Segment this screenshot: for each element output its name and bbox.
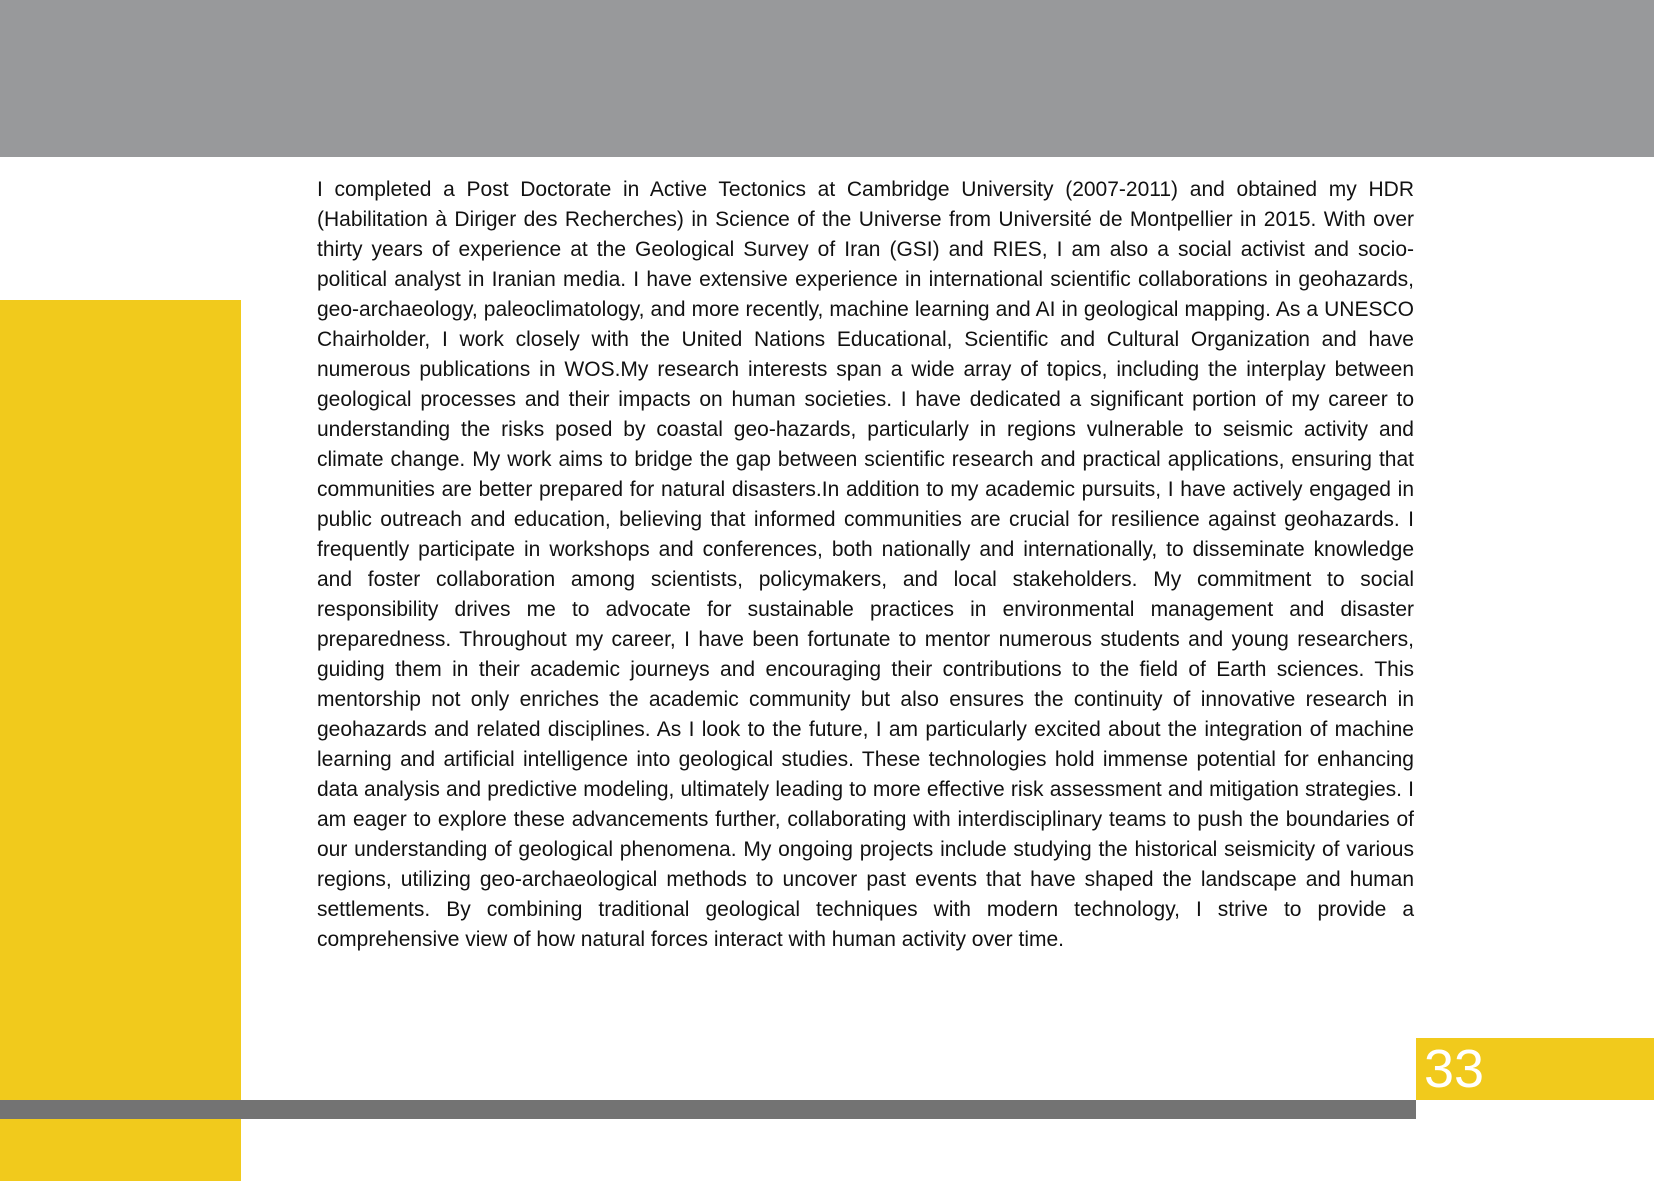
header-band [0, 0, 1654, 157]
page-number: 33 [1424, 1039, 1485, 1099]
page-number-tab [1416, 1038, 1654, 1100]
footer-rule [0, 1100, 1416, 1119]
left-accent-bar [0, 300, 241, 1181]
body-paragraph: I completed a Post Doctorate in Active Tectonics at Cambridge University (2007-2011) and obtained my HDR (Habilitation à Diriger des Recherches) in Science of the Universe from Université de Montpellier in 2015. With over thirty years of experience at the Geological Survey of Iran (GSI) and RIES, I am also a social activist and socio-political analyst in Iranian media. I have extensive experience in international scientific collaborations in geohazards, geo-archaeology, paleoclimatology, and more recently, machine learning and AI in geological mapping. As a UNESCO Chairholder, I work closely with the United Nations Educational, Scientific and Cultural Organization and have numerous publications in WOS.My research interests span a wide array of topics, including the interplay between geological processes and their impacts on human societies. I have dedicated a significant portion of my career to understanding the risks posed by coastal geo-hazards, particularly in regions vulnerable to seismic activity and climate change. My work aims to bridge the gap between scientific research and practical applications, ensuring that communities are better prepared for natural disasters.In addition to my academic pursuits, I have actively engaged in public outreach and education, believing that informed communities are crucial for resilience against geohazards. I frequently participate in workshops and conferences, both nationally and internationally, to disseminate knowledge and foster collaboration among scientists, policymakers, and local stakeholders. My commitment to social responsibility drives me to advocate for sustainable practices in environmental management and disaster preparedness. Throughout my career, I have been fortunate to mentor numerous students and young researchers, guiding them in their academic journeys and encouraging their contributions to the field of Earth sciences. This mentorship not only enriches the academic community but also ensures the continuity of innovative research in geohazards and related disciplines. As I look to the future, I am particularly excited about the integration of machine learning and artificial intelligence into geological studies. These technologies hold immense potential for enhancing data analysis and predictive modeling, ultimately leading to more effective risk assessment and mitigation strategies. I am eager to explore these advancements further, collaborating with interdisciplinary teams to push the boundaries of our understanding of geological phenomena. My ongoing projects include studying the historical seismicity of various regions, utilizing geo-archaeological methods to uncover past events that have shaped the landscape and human settlements. By combining traditional geological techniques with modern technology, I strive to provide a comprehensive view of how natural forces interact with human activity over time. [317, 178, 1414, 951]
